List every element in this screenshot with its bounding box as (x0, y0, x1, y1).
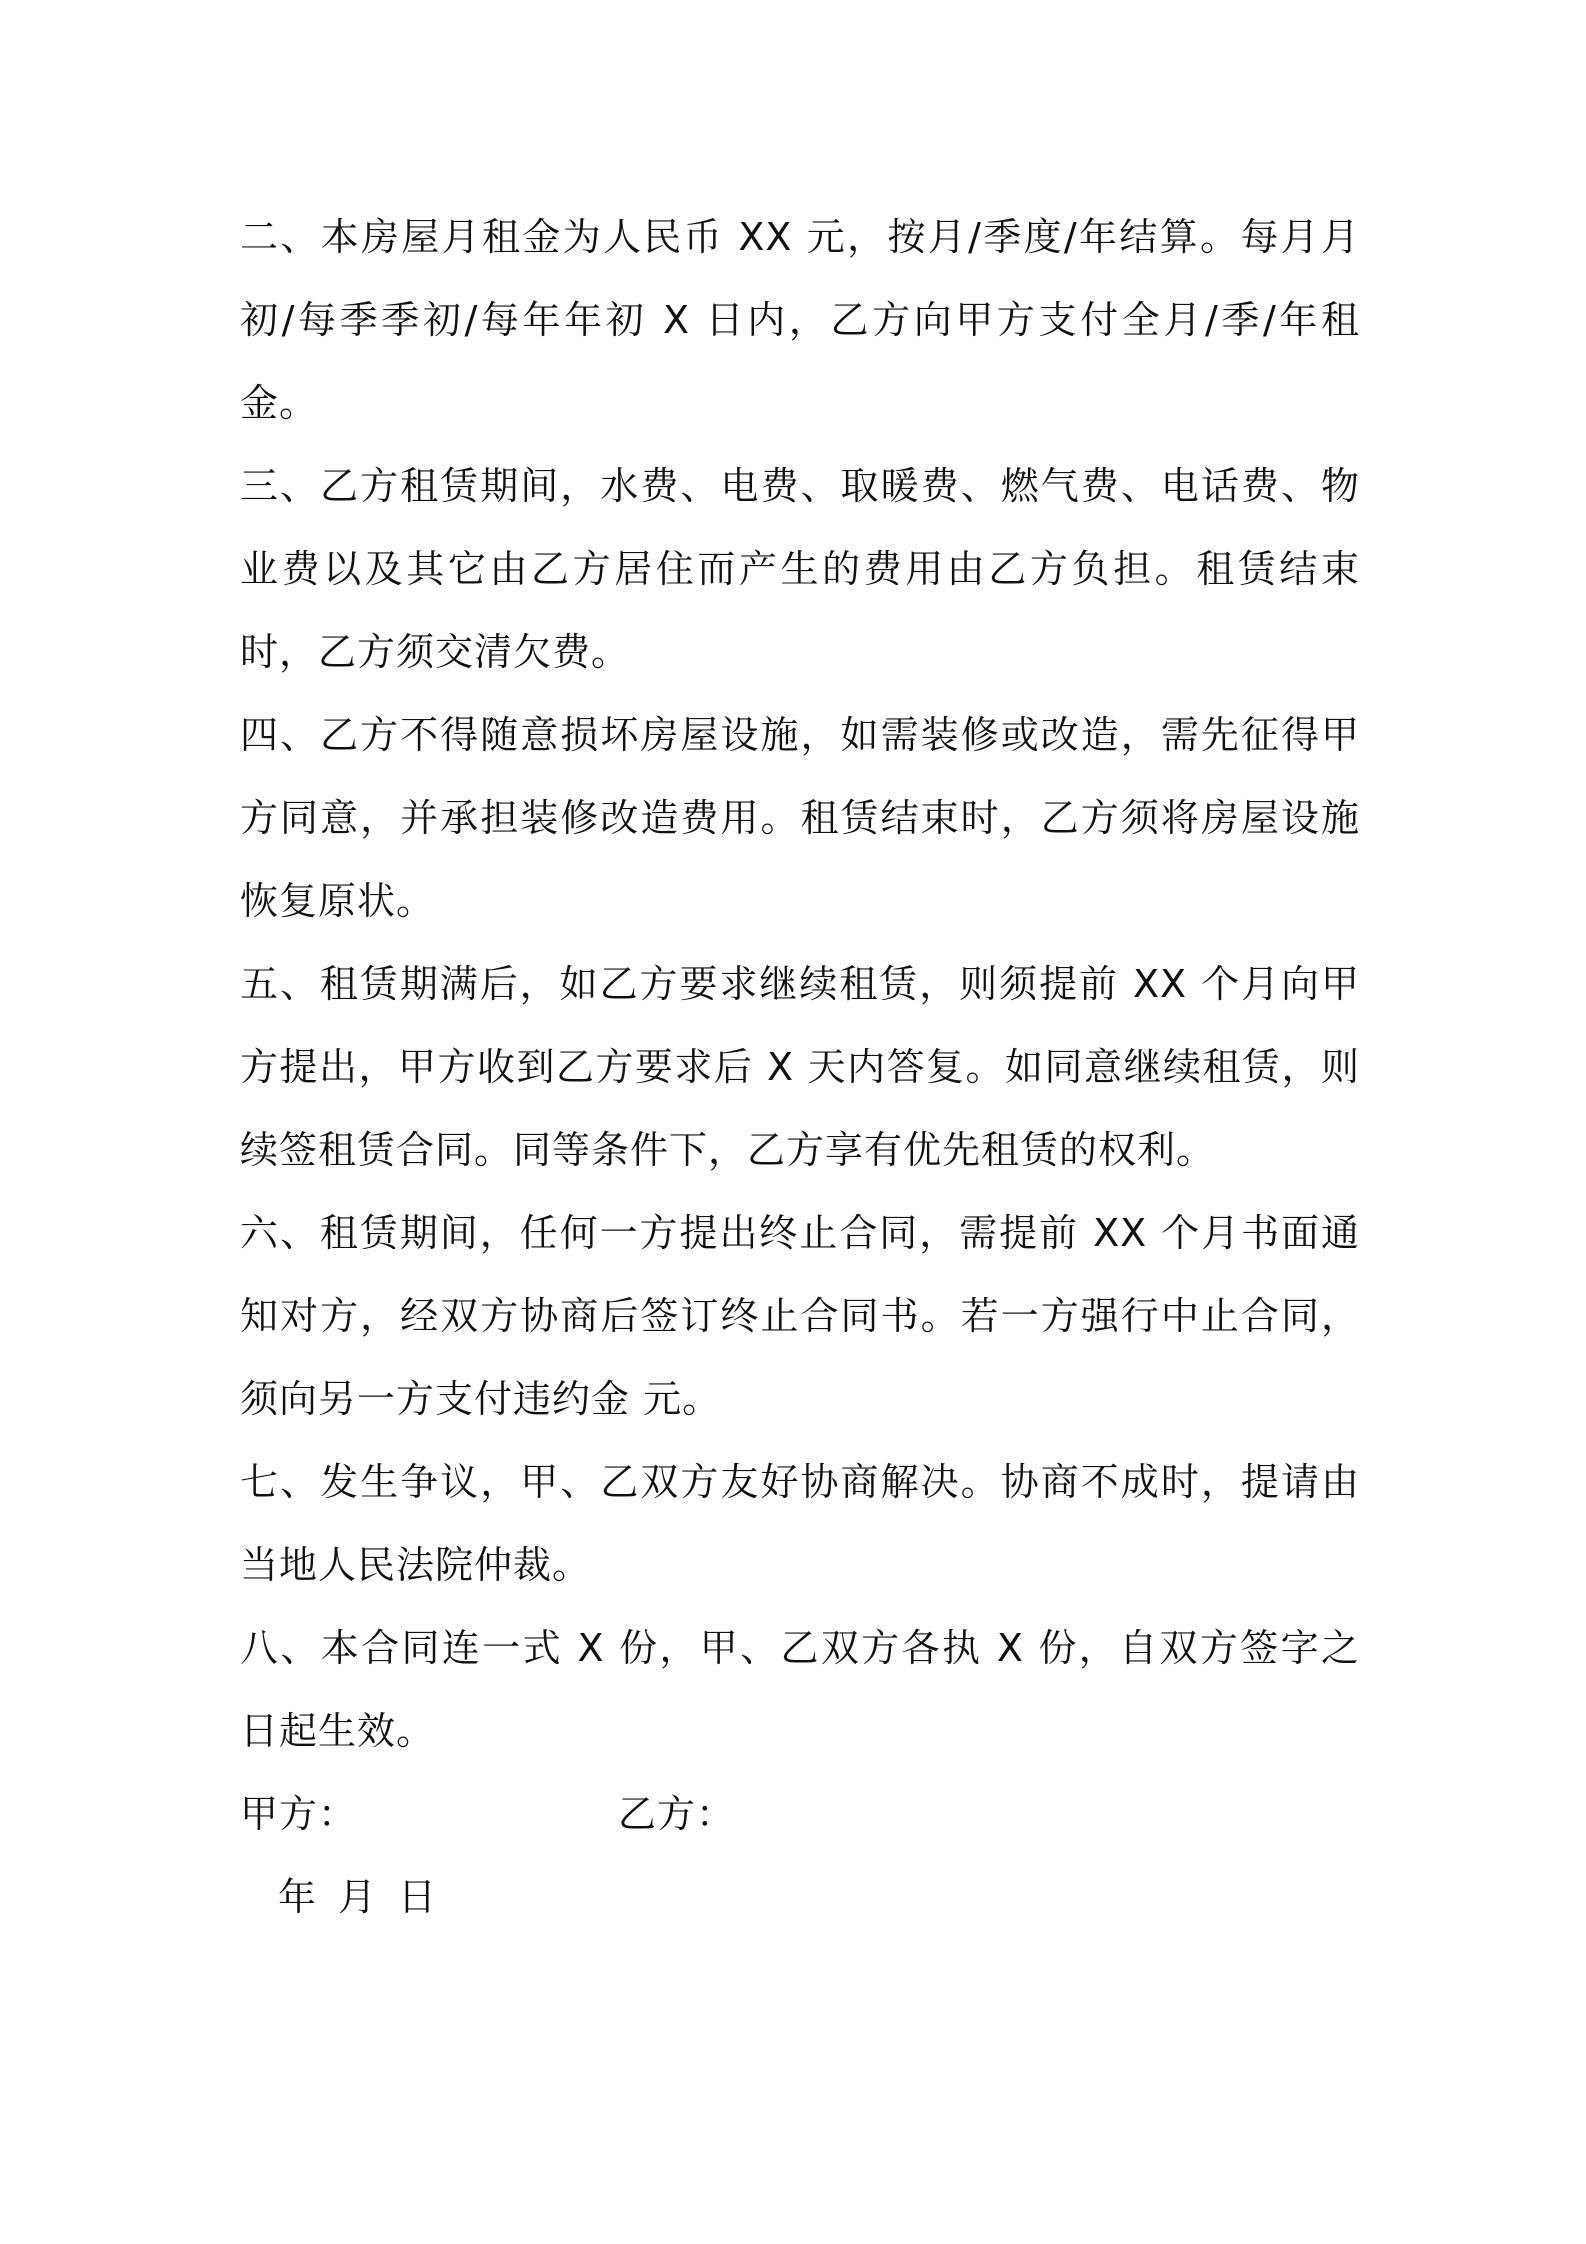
contract-body (240, 196, 1360, 1939)
clause-3: 三、乙方租赁期间，水费、电费、取暖费、燃气费、电话费、物业费以及其它由乙方居住而产生的费用由乙方负担。租赁结束时，乙方须交清欠费。 (240, 464, 1360, 674)
party-a-label: 甲方： (240, 1792, 358, 1836)
date-year-label: 年 (278, 1875, 317, 1919)
signature-row (240, 1773, 1360, 1856)
clause-2: 二、本房屋月租金为人民币 XX 元，按月/季度/年结算。每月月初/每季季初/每年年初 X 日内，乙方向甲方支付全月/季/年租金。 (240, 215, 1360, 425)
clause-7: 七、发生争议，甲、乙双方友好协商解决。协商不成时，提请由当地人民法院仲裁。 (240, 1460, 1360, 1587)
date-day-label: 日 (398, 1875, 437, 1919)
clause-5: 五、租赁期满后，如乙方要求继续租赁，则须提前 XX 个月向甲方提出，甲方收到乙方要求后 X 天内答复。如同意继续租赁，则续签租赁合同。同等条件下，乙方享有优先租赁的权利。 (240, 962, 1360, 1172)
clause-6: 六、租赁期间，任何一方提出终止合同，需提前 XX 个月书面通知对方，经双方协商后签订终止合同书。若一方强行中止合同，须向另一方支付违约金 元。 (240, 1211, 1360, 1421)
date-line (240, 1856, 1360, 1939)
party-b-label: 乙方： (618, 1792, 736, 1836)
clause-4: 四、乙方不得随意损坏房屋设施，如需装修或改造，需先征得甲方同意，并承担装修改造费用。租赁结束时，乙方须将房屋设施恢复原状。 (240, 713, 1360, 923)
clause-8: 八、本合同连一式 X 份，甲、乙双方各执 X 份，自双方签字之日起生效。 (240, 1626, 1360, 1753)
date-month-label: 月 (338, 1875, 377, 1919)
